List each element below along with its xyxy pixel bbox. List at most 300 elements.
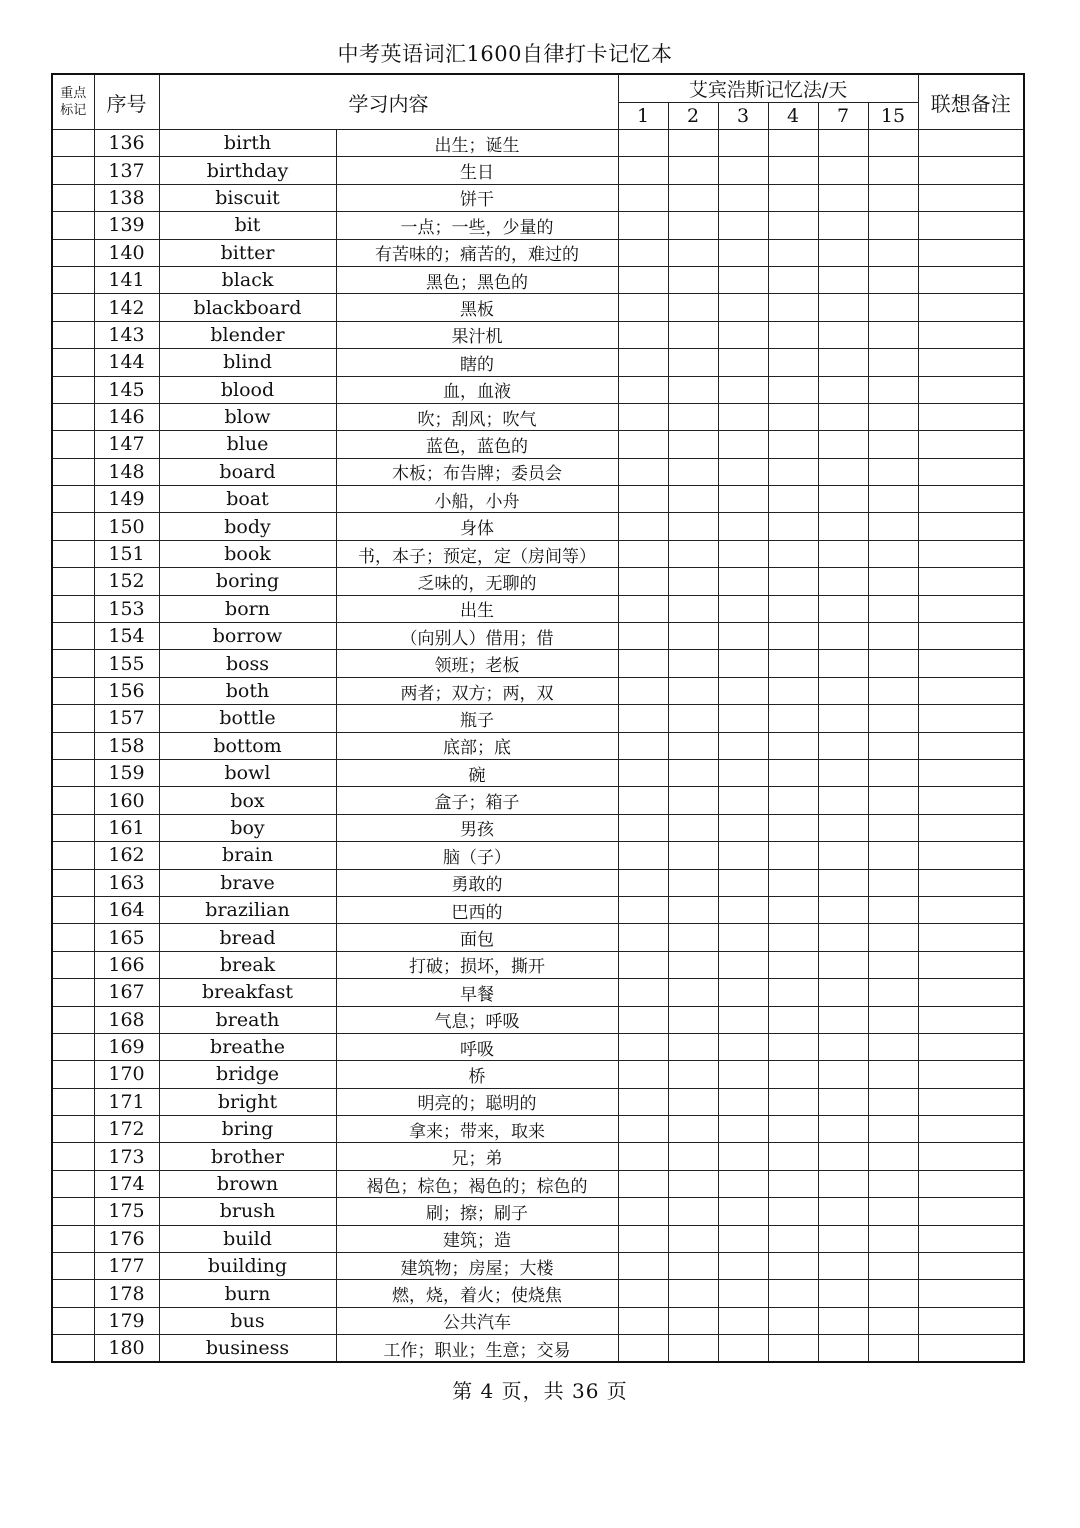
review-day-7-cell[interactable] — [818, 1061, 868, 1088]
review-day-15-cell[interactable] — [868, 431, 918, 458]
review-day-4-cell[interactable] — [768, 705, 818, 732]
review-day-15-cell[interactable] — [868, 1006, 918, 1033]
review-day-3-cell[interactable] — [718, 869, 768, 896]
review-day-3-cell[interactable] — [718, 1088, 768, 1115]
review-day-4-cell[interactable] — [768, 623, 818, 650]
review-day-15-cell[interactable] — [868, 1280, 918, 1307]
review-day-7-cell[interactable] — [818, 869, 868, 896]
mark-cell[interactable] — [52, 951, 94, 978]
review-day-3-cell[interactable] — [718, 732, 768, 759]
mark-cell[interactable] — [52, 1143, 94, 1170]
mark-cell[interactable] — [52, 924, 94, 951]
review-day-15-cell[interactable] — [868, 842, 918, 869]
review-day-1-cell[interactable] — [618, 705, 668, 732]
review-day-1-cell[interactable] — [618, 513, 668, 540]
notes-cell[interactable] — [918, 732, 1024, 759]
review-day-7-cell[interactable] — [818, 130, 868, 157]
review-day-15-cell[interactable] — [868, 1170, 918, 1197]
review-day-3-cell[interactable] — [718, 759, 768, 786]
review-day-2-cell[interactable] — [668, 705, 718, 732]
review-day-3-cell[interactable] — [718, 1307, 768, 1334]
review-day-15-cell[interactable] — [868, 486, 918, 513]
review-day-4-cell[interactable] — [768, 1088, 818, 1115]
review-day-2-cell[interactable] — [668, 979, 718, 1006]
review-day-1-cell[interactable] — [618, 979, 668, 1006]
mark-cell[interactable] — [52, 1253, 94, 1280]
review-day-2-cell[interactable] — [668, 431, 718, 458]
review-day-15-cell[interactable] — [868, 869, 918, 896]
review-day-3-cell[interactable] — [718, 376, 768, 403]
notes-cell[interactable] — [918, 787, 1024, 814]
notes-cell[interactable] — [918, 349, 1024, 376]
review-day-2-cell[interactable] — [668, 294, 718, 321]
review-day-2-cell[interactable] — [668, 677, 718, 704]
notes-cell[interactable] — [918, 623, 1024, 650]
review-day-7-cell[interactable] — [818, 896, 868, 923]
review-day-15-cell[interactable] — [868, 1116, 918, 1143]
review-day-4-cell[interactable] — [768, 595, 818, 622]
review-day-1-cell[interactable] — [618, 321, 668, 348]
review-day-7-cell[interactable] — [818, 759, 868, 786]
review-day-15-cell[interactable] — [868, 677, 918, 704]
review-day-4-cell[interactable] — [768, 787, 818, 814]
review-day-2-cell[interactable] — [668, 759, 718, 786]
review-day-4-cell[interactable] — [768, 842, 818, 869]
review-day-7-cell[interactable] — [818, 239, 868, 266]
mark-cell[interactable] — [52, 568, 94, 595]
review-day-3-cell[interactable] — [718, 458, 768, 485]
review-day-2-cell[interactable] — [668, 568, 718, 595]
review-day-2-cell[interactable] — [668, 951, 718, 978]
notes-cell[interactable] — [918, 869, 1024, 896]
review-day-3-cell[interactable] — [718, 1170, 768, 1197]
review-day-15-cell[interactable] — [868, 1253, 918, 1280]
review-day-4-cell[interactable] — [768, 321, 818, 348]
review-day-7-cell[interactable] — [818, 1253, 868, 1280]
review-day-4-cell[interactable] — [768, 157, 818, 184]
review-day-2-cell[interactable] — [668, 623, 718, 650]
mark-cell[interactable] — [52, 1225, 94, 1252]
notes-cell[interactable] — [918, 157, 1024, 184]
review-day-1-cell[interactable] — [618, 1225, 668, 1252]
review-day-1-cell[interactable] — [618, 1198, 668, 1225]
review-day-3-cell[interactable] — [718, 266, 768, 293]
review-day-7-cell[interactable] — [818, 1335, 868, 1362]
review-day-7-cell[interactable] — [818, 595, 868, 622]
review-day-15-cell[interactable] — [868, 403, 918, 430]
notes-cell[interactable] — [918, 540, 1024, 567]
review-day-3-cell[interactable] — [718, 623, 768, 650]
review-day-15-cell[interactable] — [868, 1143, 918, 1170]
mark-cell[interactable] — [52, 595, 94, 622]
mark-cell[interactable] — [52, 1280, 94, 1307]
notes-cell[interactable] — [918, 1033, 1024, 1060]
review-day-4-cell[interactable] — [768, 1006, 818, 1033]
review-day-7-cell[interactable] — [818, 623, 868, 650]
review-day-1-cell[interactable] — [618, 184, 668, 211]
notes-cell[interactable] — [918, 376, 1024, 403]
review-day-2-cell[interactable] — [668, 1033, 718, 1060]
review-day-3-cell[interactable] — [718, 1198, 768, 1225]
review-day-3-cell[interactable] — [718, 1061, 768, 1088]
review-day-4-cell[interactable] — [768, 1307, 818, 1334]
review-day-4-cell[interactable] — [768, 349, 818, 376]
review-day-7-cell[interactable] — [818, 1116, 868, 1143]
review-day-3-cell[interactable] — [718, 814, 768, 841]
review-day-4-cell[interactable] — [768, 650, 818, 677]
mark-cell[interactable] — [52, 677, 94, 704]
mark-cell[interactable] — [52, 239, 94, 266]
review-day-7-cell[interactable] — [818, 1088, 868, 1115]
notes-cell[interactable] — [918, 1198, 1024, 1225]
review-day-4-cell[interactable] — [768, 568, 818, 595]
review-day-4-cell[interactable] — [768, 814, 818, 841]
review-day-2-cell[interactable] — [668, 184, 718, 211]
review-day-1-cell[interactable] — [618, 1143, 668, 1170]
review-day-4-cell[interactable] — [768, 1253, 818, 1280]
review-day-2-cell[interactable] — [668, 403, 718, 430]
review-day-4-cell[interactable] — [768, 376, 818, 403]
review-day-1-cell[interactable] — [618, 458, 668, 485]
review-day-2-cell[interactable] — [668, 349, 718, 376]
notes-cell[interactable] — [918, 650, 1024, 677]
review-day-15-cell[interactable] — [868, 376, 918, 403]
notes-cell[interactable] — [918, 595, 1024, 622]
review-day-4-cell[interactable] — [768, 869, 818, 896]
review-day-2-cell[interactable] — [668, 266, 718, 293]
mark-cell[interactable] — [52, 212, 94, 239]
review-day-2-cell[interactable] — [668, 1143, 718, 1170]
review-day-15-cell[interactable] — [868, 732, 918, 759]
review-day-15-cell[interactable] — [868, 540, 918, 567]
review-day-4-cell[interactable] — [768, 1116, 818, 1143]
review-day-1-cell[interactable] — [618, 349, 668, 376]
review-day-2-cell[interactable] — [668, 1335, 718, 1362]
review-day-1-cell[interactable] — [618, 540, 668, 567]
review-day-2-cell[interactable] — [668, 1170, 718, 1197]
review-day-3-cell[interactable] — [718, 130, 768, 157]
review-day-4-cell[interactable] — [768, 458, 818, 485]
review-day-3-cell[interactable] — [718, 677, 768, 704]
review-day-4-cell[interactable] — [768, 486, 818, 513]
review-day-4-cell[interactable] — [768, 759, 818, 786]
review-day-2-cell[interactable] — [668, 650, 718, 677]
mark-cell[interactable] — [52, 650, 94, 677]
mark-cell[interactable] — [52, 184, 94, 211]
review-day-7-cell[interactable] — [818, 513, 868, 540]
mark-cell[interactable] — [52, 486, 94, 513]
review-day-7-cell[interactable] — [818, 677, 868, 704]
review-day-1-cell[interactable] — [618, 787, 668, 814]
review-day-1-cell[interactable] — [618, 924, 668, 951]
review-day-7-cell[interactable] — [818, 294, 868, 321]
review-day-15-cell[interactable] — [868, 1225, 918, 1252]
review-day-15-cell[interactable] — [868, 130, 918, 157]
mark-cell[interactable] — [52, 1006, 94, 1033]
review-day-15-cell[interactable] — [868, 513, 918, 540]
notes-cell[interactable] — [918, 1225, 1024, 1252]
review-day-2-cell[interactable] — [668, 595, 718, 622]
review-day-15-cell[interactable] — [868, 896, 918, 923]
review-day-1-cell[interactable] — [618, 568, 668, 595]
notes-cell[interactable] — [918, 896, 1024, 923]
review-day-7-cell[interactable] — [818, 979, 868, 1006]
review-day-1-cell[interactable] — [618, 239, 668, 266]
mark-cell[interactable] — [52, 294, 94, 321]
review-day-7-cell[interactable] — [818, 842, 868, 869]
notes-cell[interactable] — [918, 403, 1024, 430]
review-day-3-cell[interactable] — [718, 321, 768, 348]
review-day-2-cell[interactable] — [668, 1198, 718, 1225]
mark-cell[interactable] — [52, 705, 94, 732]
notes-cell[interactable] — [918, 814, 1024, 841]
notes-cell[interactable] — [918, 321, 1024, 348]
review-day-7-cell[interactable] — [818, 349, 868, 376]
review-day-15-cell[interactable] — [868, 705, 918, 732]
review-day-15-cell[interactable] — [868, 1307, 918, 1334]
review-day-4-cell[interactable] — [768, 924, 818, 951]
review-day-7-cell[interactable] — [818, 951, 868, 978]
mark-cell[interactable] — [52, 513, 94, 540]
review-day-3-cell[interactable] — [718, 787, 768, 814]
review-day-15-cell[interactable] — [868, 814, 918, 841]
mark-cell[interactable] — [52, 130, 94, 157]
review-day-4-cell[interactable] — [768, 513, 818, 540]
review-day-1-cell[interactable] — [618, 486, 668, 513]
review-day-7-cell[interactable] — [818, 486, 868, 513]
review-day-2-cell[interactable] — [668, 1307, 718, 1334]
review-day-15-cell[interactable] — [868, 184, 918, 211]
review-day-7-cell[interactable] — [818, 787, 868, 814]
review-day-3-cell[interactable] — [718, 650, 768, 677]
review-day-7-cell[interactable] — [818, 1280, 868, 1307]
review-day-2-cell[interactable] — [668, 1225, 718, 1252]
review-day-4-cell[interactable] — [768, 294, 818, 321]
review-day-4-cell[interactable] — [768, 239, 818, 266]
review-day-1-cell[interactable] — [618, 869, 668, 896]
review-day-4-cell[interactable] — [768, 1280, 818, 1307]
mark-cell[interactable] — [52, 869, 94, 896]
mark-cell[interactable] — [52, 623, 94, 650]
review-day-2-cell[interactable] — [668, 842, 718, 869]
review-day-15-cell[interactable] — [868, 623, 918, 650]
notes-cell[interactable] — [918, 184, 1024, 211]
review-day-2-cell[interactable] — [668, 1116, 718, 1143]
review-day-7-cell[interactable] — [818, 1006, 868, 1033]
mark-cell[interactable] — [52, 540, 94, 567]
mark-cell[interactable] — [52, 349, 94, 376]
review-day-7-cell[interactable] — [818, 266, 868, 293]
review-day-2-cell[interactable] — [668, 924, 718, 951]
review-day-2-cell[interactable] — [668, 513, 718, 540]
review-day-4-cell[interactable] — [768, 951, 818, 978]
review-day-1-cell[interactable] — [618, 1307, 668, 1334]
mark-cell[interactable] — [52, 842, 94, 869]
review-day-4-cell[interactable] — [768, 1335, 818, 1362]
review-day-4-cell[interactable] — [768, 130, 818, 157]
review-day-7-cell[interactable] — [818, 924, 868, 951]
notes-cell[interactable] — [918, 1061, 1024, 1088]
review-day-15-cell[interactable] — [868, 1061, 918, 1088]
review-day-2-cell[interactable] — [668, 212, 718, 239]
review-day-4-cell[interactable] — [768, 403, 818, 430]
mark-cell[interactable] — [52, 1088, 94, 1115]
review-day-2-cell[interactable] — [668, 732, 718, 759]
review-day-1-cell[interactable] — [618, 677, 668, 704]
review-day-15-cell[interactable] — [868, 924, 918, 951]
review-day-1-cell[interactable] — [618, 1335, 668, 1362]
review-day-7-cell[interactable] — [818, 157, 868, 184]
notes-cell[interactable] — [918, 979, 1024, 1006]
review-day-4-cell[interactable] — [768, 979, 818, 1006]
mark-cell[interactable] — [52, 787, 94, 814]
notes-cell[interactable] — [918, 924, 1024, 951]
review-day-1-cell[interactable] — [618, 212, 668, 239]
review-day-3-cell[interactable] — [718, 1116, 768, 1143]
notes-cell[interactable] — [918, 677, 1024, 704]
notes-cell[interactable] — [918, 1170, 1024, 1197]
review-day-3-cell[interactable] — [718, 842, 768, 869]
review-day-15-cell[interactable] — [868, 239, 918, 266]
review-day-7-cell[interactable] — [818, 458, 868, 485]
notes-cell[interactable] — [918, 458, 1024, 485]
review-day-15-cell[interactable] — [868, 157, 918, 184]
review-day-2-cell[interactable] — [668, 1061, 718, 1088]
review-day-15-cell[interactable] — [868, 595, 918, 622]
review-day-1-cell[interactable] — [618, 266, 668, 293]
review-day-15-cell[interactable] — [868, 979, 918, 1006]
review-day-1-cell[interactable] — [618, 759, 668, 786]
review-day-2-cell[interactable] — [668, 1006, 718, 1033]
notes-cell[interactable] — [918, 1116, 1024, 1143]
review-day-15-cell[interactable] — [868, 266, 918, 293]
review-day-3-cell[interactable] — [718, 349, 768, 376]
review-day-2-cell[interactable] — [668, 376, 718, 403]
review-day-4-cell[interactable] — [768, 212, 818, 239]
mark-cell[interactable] — [52, 1335, 94, 1362]
review-day-2-cell[interactable] — [668, 157, 718, 184]
review-day-3-cell[interactable] — [718, 595, 768, 622]
notes-cell[interactable] — [918, 130, 1024, 157]
review-day-4-cell[interactable] — [768, 896, 818, 923]
notes-cell[interactable] — [918, 431, 1024, 458]
review-day-1-cell[interactable] — [618, 376, 668, 403]
notes-cell[interactable] — [918, 759, 1024, 786]
review-day-3-cell[interactable] — [718, 1335, 768, 1362]
notes-cell[interactable] — [918, 568, 1024, 595]
review-day-1-cell[interactable] — [618, 1061, 668, 1088]
review-day-7-cell[interactable] — [818, 376, 868, 403]
notes-cell[interactable] — [918, 705, 1024, 732]
review-day-7-cell[interactable] — [818, 1307, 868, 1334]
notes-cell[interactable] — [918, 1307, 1024, 1334]
review-day-3-cell[interactable] — [718, 1033, 768, 1060]
review-day-4-cell[interactable] — [768, 1033, 818, 1060]
mark-cell[interactable] — [52, 458, 94, 485]
notes-cell[interactable] — [918, 1006, 1024, 1033]
review-day-1-cell[interactable] — [618, 1280, 668, 1307]
review-day-1-cell[interactable] — [618, 951, 668, 978]
review-day-15-cell[interactable] — [868, 1335, 918, 1362]
mark-cell[interactable] — [52, 1061, 94, 1088]
review-day-3-cell[interactable] — [718, 184, 768, 211]
review-day-7-cell[interactable] — [818, 540, 868, 567]
review-day-1-cell[interactable] — [618, 732, 668, 759]
review-day-3-cell[interactable] — [718, 1143, 768, 1170]
mark-cell[interactable] — [52, 1170, 94, 1197]
notes-cell[interactable] — [918, 239, 1024, 266]
review-day-2-cell[interactable] — [668, 239, 718, 266]
review-day-4-cell[interactable] — [768, 1198, 818, 1225]
review-day-1-cell[interactable] — [618, 814, 668, 841]
notes-cell[interactable] — [918, 513, 1024, 540]
review-day-1-cell[interactable] — [618, 595, 668, 622]
review-day-3-cell[interactable] — [718, 294, 768, 321]
review-day-2-cell[interactable] — [668, 321, 718, 348]
review-day-4-cell[interactable] — [768, 540, 818, 567]
review-day-3-cell[interactable] — [718, 1006, 768, 1033]
review-day-2-cell[interactable] — [668, 1280, 718, 1307]
notes-cell[interactable] — [918, 266, 1024, 293]
review-day-2-cell[interactable] — [668, 814, 718, 841]
review-day-15-cell[interactable] — [868, 458, 918, 485]
review-day-4-cell[interactable] — [768, 1061, 818, 1088]
review-day-1-cell[interactable] — [618, 896, 668, 923]
review-day-4-cell[interactable] — [768, 431, 818, 458]
review-day-1-cell[interactable] — [618, 294, 668, 321]
review-day-3-cell[interactable] — [718, 157, 768, 184]
review-day-15-cell[interactable] — [868, 568, 918, 595]
review-day-3-cell[interactable] — [718, 513, 768, 540]
review-day-3-cell[interactable] — [718, 239, 768, 266]
review-day-2-cell[interactable] — [668, 458, 718, 485]
notes-cell[interactable] — [918, 294, 1024, 321]
notes-cell[interactable] — [918, 1335, 1024, 1362]
review-day-2-cell[interactable] — [668, 1253, 718, 1280]
review-day-1-cell[interactable] — [618, 1116, 668, 1143]
review-day-1-cell[interactable] — [618, 650, 668, 677]
notes-cell[interactable] — [918, 1280, 1024, 1307]
notes-cell[interactable] — [918, 1088, 1024, 1115]
review-day-7-cell[interactable] — [818, 568, 868, 595]
mark-cell[interactable] — [52, 1198, 94, 1225]
review-day-7-cell[interactable] — [818, 650, 868, 677]
review-day-3-cell[interactable] — [718, 896, 768, 923]
review-day-7-cell[interactable] — [818, 184, 868, 211]
review-day-2-cell[interactable] — [668, 540, 718, 567]
review-day-7-cell[interactable] — [818, 705, 868, 732]
review-day-3-cell[interactable] — [718, 540, 768, 567]
review-day-3-cell[interactable] — [718, 1253, 768, 1280]
review-day-1-cell[interactable] — [618, 1088, 668, 1115]
review-day-1-cell[interactable] — [618, 130, 668, 157]
notes-cell[interactable] — [918, 486, 1024, 513]
review-day-7-cell[interactable] — [818, 212, 868, 239]
review-day-1-cell[interactable] — [618, 1170, 668, 1197]
review-day-7-cell[interactable] — [818, 814, 868, 841]
review-day-15-cell[interactable] — [868, 321, 918, 348]
review-day-2-cell[interactable] — [668, 1088, 718, 1115]
review-day-1-cell[interactable] — [618, 1006, 668, 1033]
review-day-7-cell[interactable] — [818, 403, 868, 430]
mark-cell[interactable] — [52, 157, 94, 184]
review-day-15-cell[interactable] — [868, 1088, 918, 1115]
notes-cell[interactable] — [918, 951, 1024, 978]
review-day-3-cell[interactable] — [718, 1280, 768, 1307]
review-day-1-cell[interactable] — [618, 623, 668, 650]
notes-cell[interactable] — [918, 212, 1024, 239]
notes-cell[interactable] — [918, 1253, 1024, 1280]
